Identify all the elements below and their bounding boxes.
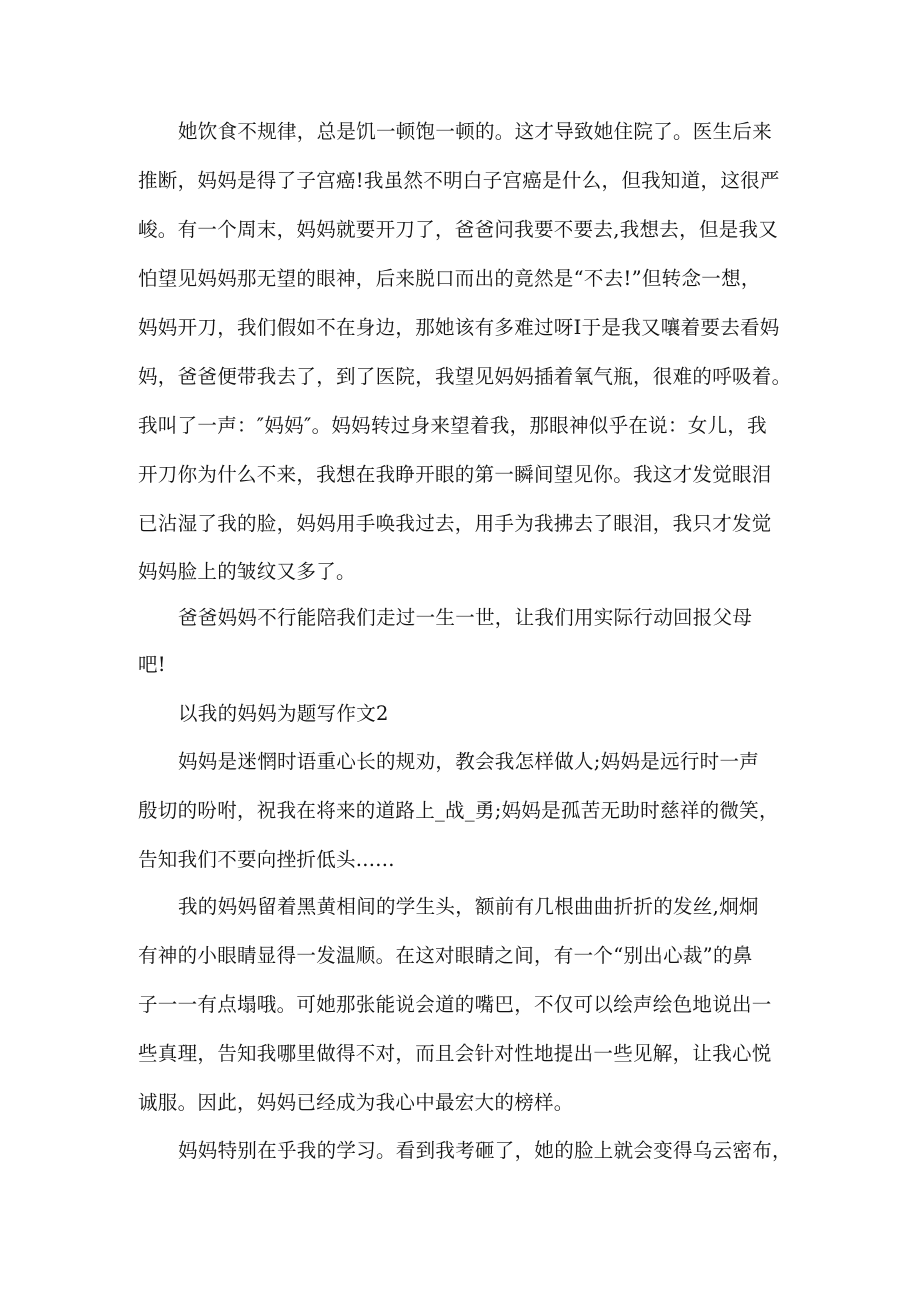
text-line: 我叫了一声：″妈妈″。妈妈转过身来望着我，那眼神似乎在说：女儿，我 bbox=[138, 414, 767, 437]
text-line: 妈，爸爸便带我去了，到了医院，我望见妈妈插着氧气瓶，很难的呼吸着。 bbox=[138, 365, 792, 388]
text-line: 妈妈脸上的皱纹又多了。 bbox=[138, 560, 356, 583]
text-line: 她饮食不规律，总是饥一顿饱一顿的。这才导致她住院了。医生后来 bbox=[178, 120, 773, 143]
text-line: 妈妈特别在乎我的学习。看到我考砸了，她的脸上就会变得乌云密布， bbox=[178, 1139, 792, 1162]
text-line: 怕望见妈妈那无望的眼神，后来脱口而出的竟然是“不去!”但转念一想， bbox=[138, 267, 761, 290]
text-line: 诚服。因此，妈妈已经成为我心中最宏大的榜样。 bbox=[138, 1091, 574, 1114]
text-line: 殷切的吩咐，祝我在将来的道路上_战_勇;妈妈是孤苦无助时慈祥的微笑， bbox=[138, 799, 779, 822]
text-line: 有神的小眼睛显得一发温顺。在这对眼睛之间，有一个“别出心裁”的鼻 bbox=[138, 944, 753, 967]
section-title: 以我的妈妈为题写作文2 bbox=[178, 702, 389, 725]
text-line: 妈妈是迷惘时语重心长的规劝，教会我怎样做人;妈妈是远行时一声 bbox=[178, 750, 760, 773]
text-line: 爸爸妈妈不行能陪我们走过一生一世，让我们用实际行动回报父母 bbox=[178, 606, 753, 629]
text-line: 推断，妈妈是得了子宫癌!我虽然不明白子宫癌是什么，但我知道，这很严 bbox=[138, 169, 780, 192]
text-line: 妈妈开刀，我们假如不在身边，那她该有多难过呀I于是我又嚷着要去看妈 bbox=[138, 316, 780, 339]
text-line: 告知我们不要向挫折低头...... bbox=[138, 848, 395, 871]
text-line: 峻。有一个周末，妈妈就要开刀了，爸爸问我要不要去,我想去，但是我又 bbox=[138, 218, 779, 241]
text-line: 我的妈妈留着黑黄相间的学生头，额前有几根曲曲折折的发丝,炯炯 bbox=[178, 895, 759, 918]
text-line: 开刀你为什么不来，我想在我睁开眼的第一瞬间望见你。我这才发觉眼泪 bbox=[138, 463, 772, 486]
text-line: 些真理，告知我哪里做得不对，而且会针对性地提出一些见解，让我心悦 bbox=[138, 1042, 772, 1065]
text-line: 吧! bbox=[138, 653, 166, 676]
text-line: 已沾湿了我的脸，妈妈用手唤我过去，用手为我拂去了眼泪，我只才发觉 bbox=[138, 512, 772, 535]
text-line: 子一一有点塌哦。可她那张能说会道的嘴巴，不仅可以绘声绘色地说出一 bbox=[138, 993, 772, 1016]
